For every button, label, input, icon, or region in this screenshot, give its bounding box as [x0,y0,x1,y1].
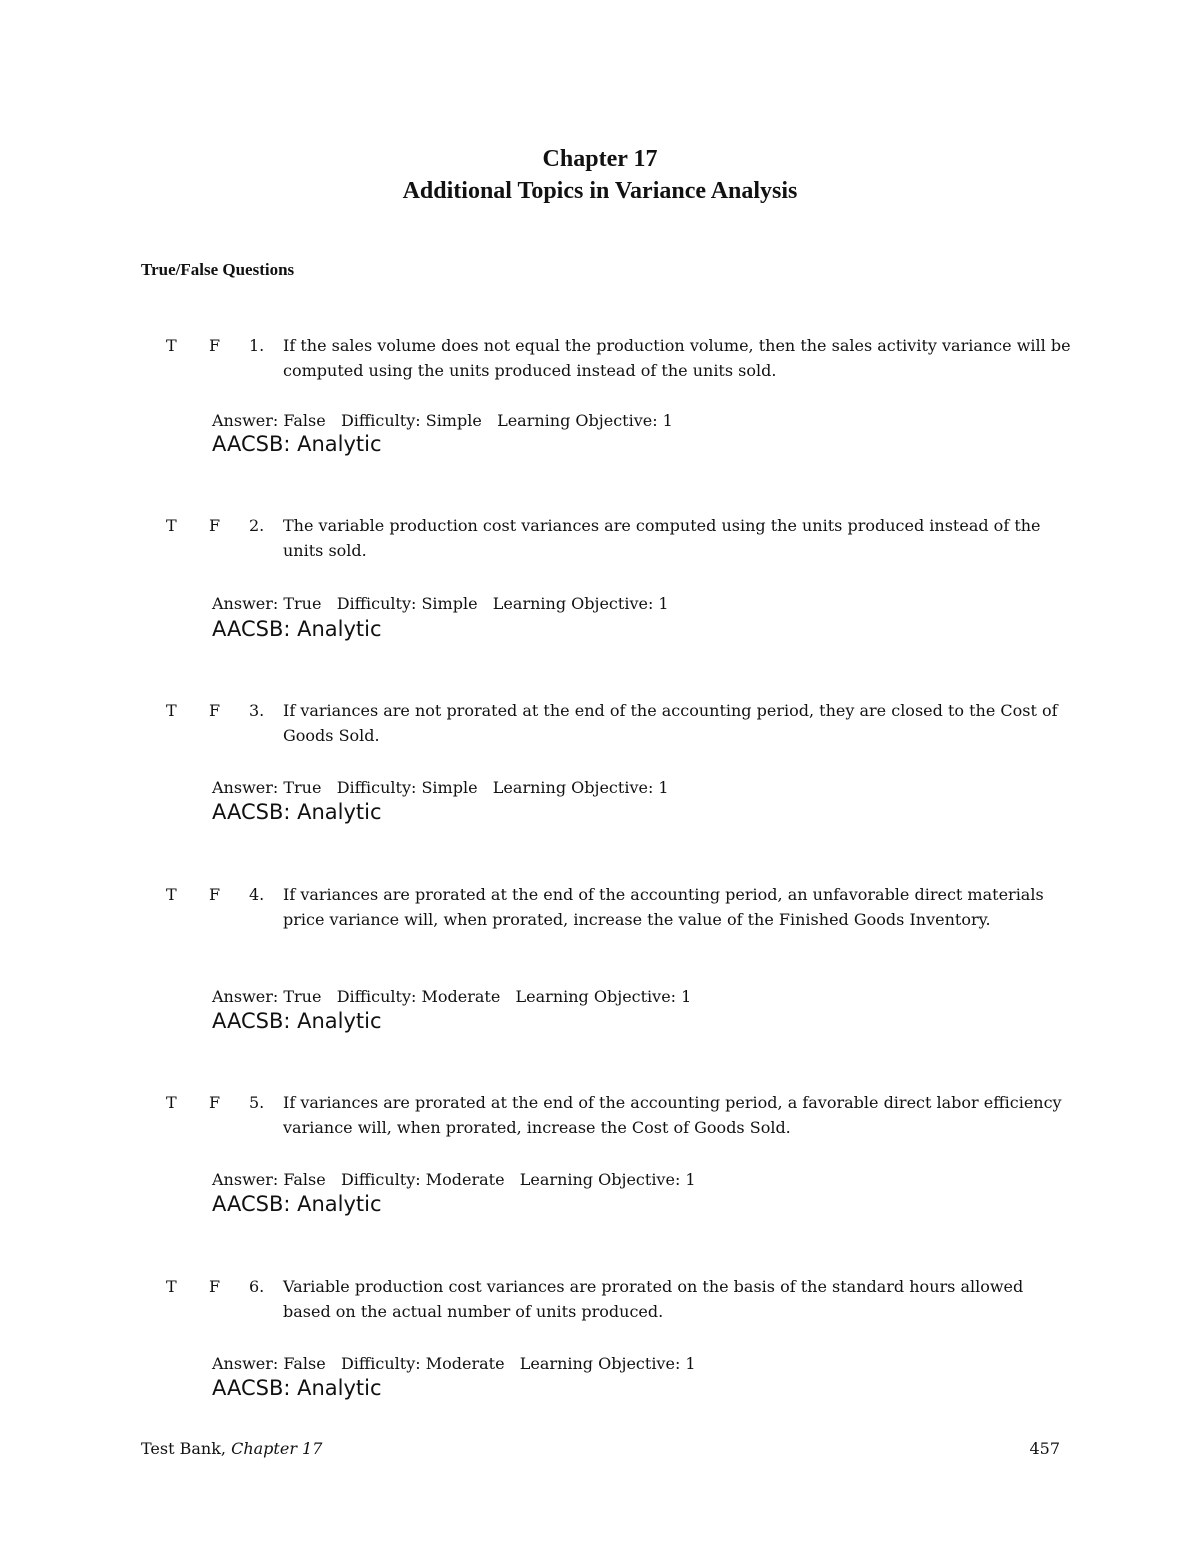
question-number: 4. [249,885,265,904]
question-text: If variances are not prorated at the end of the accounting period, they are closed to the Cost of Goods Sold. [283,701,1058,745]
false-option[interactable]: F [209,1277,221,1296]
answer-line: Answer: True Difficulty: Moderate Learning Objective: 1 [212,987,692,1006]
question-number: 6. [249,1277,265,1296]
question-number: 5. [249,1093,265,1112]
aacsb-tag: AACSB: Analytic [212,1192,382,1216]
chapter-subtitle: Additional Topics in Variance Analysis [402,178,798,204]
question-number: 1. [249,336,265,355]
false-option[interactable]: F [209,701,221,720]
true-option[interactable]: T [166,1277,177,1296]
question-text: Variable production cost variances are prorated on the basis of the standard hours allowed based on the actual number of units produced. [283,1277,1024,1321]
answer-line: Answer: True Difficulty: Simple Learning Objective: 1 [212,594,669,613]
question-text: If the sales volume does not equal the production volume, then the sales activity variance will be computed using the units produced instead of the units sold. [283,336,1071,380]
true-option[interactable]: T [166,336,177,355]
aacsb-tag: AACSB: Analytic [212,617,382,641]
true-option[interactable]: T [166,516,177,535]
true-option[interactable]: T [166,1093,177,1112]
false-option[interactable]: F [209,336,221,355]
footer-source [141,1437,322,1461]
aacsb-tag: AACSB: Analytic [212,1009,382,1033]
answer-line: Answer: False Difficulty: Moderate Learning Objective: 1 [212,1354,696,1373]
aacsb-tag: AACSB: Analytic [212,800,382,824]
true-option[interactable]: T [166,885,177,904]
footer-source-prefix: Test Bank, [141,1439,232,1458]
question-text: If variances are prorated at the end of the accounting period, a favorable direct labor efficiency variance will, when prorated, increase the Cost of Goods Sold. [283,1093,1062,1137]
answer-line: Answer: False Difficulty: Simple Learning Objective: 1 [212,411,673,430]
page-number: 457 [1029,1439,1060,1458]
question-number: 2. [249,516,265,535]
question-number: 3. [249,701,265,720]
aacsb-tag: AACSB: Analytic [212,1376,382,1400]
question-text: If variances are prorated at the end of the accounting period, an unfavorable direct materials price variance will, when prorated, increase the value of the Finished Goods Inventory. [283,885,1044,929]
answer-line: Answer: False Difficulty: Moderate Learning Objective: 1 [212,1170,696,1189]
false-option[interactable]: F [209,885,221,904]
false-option[interactable]: F [209,1093,221,1112]
section-heading: True/False Questions [141,260,295,279]
aacsb-tag: AACSB: Analytic [212,432,382,456]
footer-chapter: Chapter 17 [231,1439,323,1458]
answer-line: Answer: True Difficulty: Simple Learning Objective: 1 [212,778,669,797]
false-option[interactable]: F [209,516,221,535]
chapter-title: Chapter 17 [542,146,658,172]
true-option[interactable]: T [166,701,177,720]
question-text: The variable production cost variances are computed using the units produced instead of the units sold. [283,516,1041,560]
